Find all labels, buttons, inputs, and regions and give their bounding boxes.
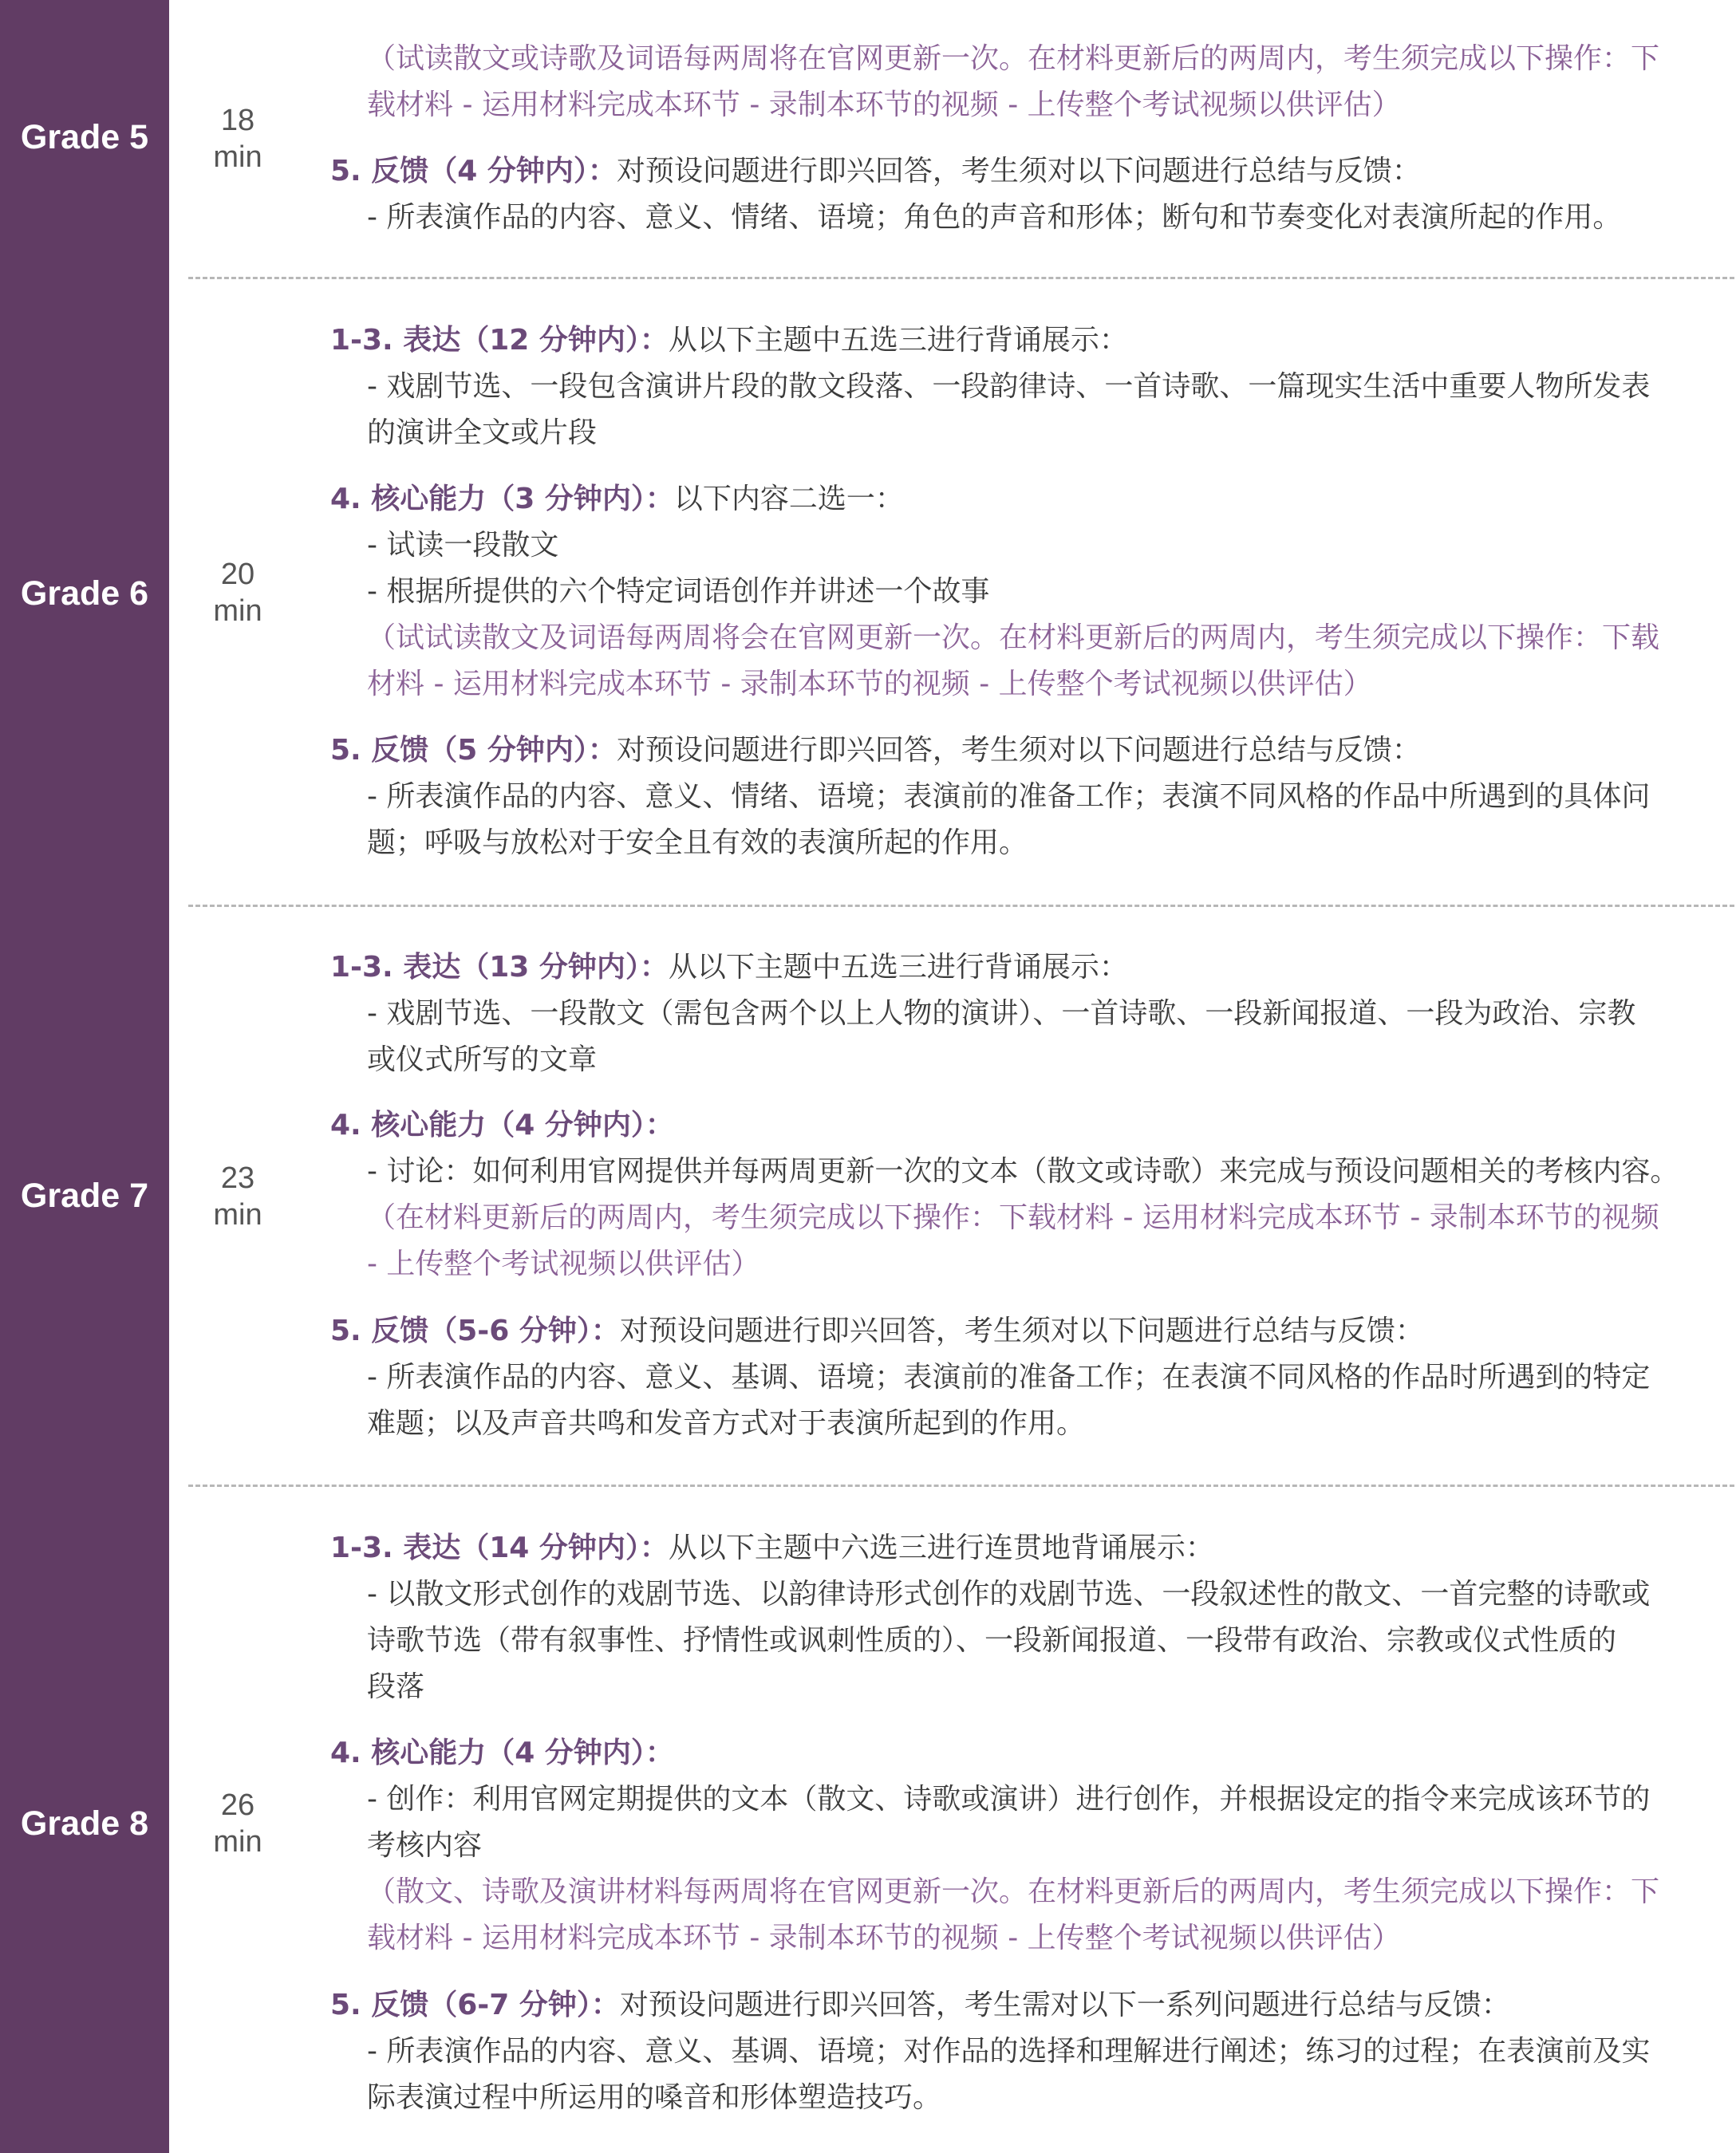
duration-value: 20 xyxy=(220,558,255,591)
assessment-item xyxy=(330,1730,1718,1954)
assessment-item xyxy=(330,1308,1718,1440)
item-title: 1-3. 表达（14 分钟内）： xyxy=(330,1532,669,1564)
item-heading xyxy=(330,1308,1718,1354)
duration-unit: min xyxy=(213,1825,262,1859)
item-heading xyxy=(330,1102,1718,1149)
item-title: 5. 反馈（5-6 分钟）： xyxy=(330,1315,620,1347)
item-line: （散文、诗歌及演讲材料每两周将在官网更新一次。在材料更新后的两周内，考生须完成以下操作：下 xyxy=(367,1875,1660,1908)
item-description: 从以下主题中五选三进行背诵展示： xyxy=(668,951,1128,984)
item-heading xyxy=(330,728,1718,774)
duration xyxy=(190,102,286,175)
assessment-item xyxy=(330,1102,1718,1280)
item-description: 对预设问题进行即兴回答，考生须对以下问题进行总结与反馈： xyxy=(616,734,1421,767)
item-title: 1-3. 表达（12 分钟内）： xyxy=(330,324,669,357)
item-line: - 所表演作品的内容、意义、基调、语境；对作品的选择和理解进行阐述；练习的过程；在表演前及实 xyxy=(367,2035,1651,2068)
assessment-item xyxy=(330,1982,1718,2114)
item-description: 对预设问题进行即兴回答，考生须对以下问题进行总结与反馈： xyxy=(616,155,1421,187)
item-line: - 戏剧节选、一段散文（需包含两个以上人物的演讲）、一首诗歌、一段新闻报道、一段为政治、宗教 xyxy=(367,997,1636,1030)
duration xyxy=(190,556,286,629)
assessment-item xyxy=(330,944,1718,1076)
duration-unit: min xyxy=(213,140,262,174)
assessment-item xyxy=(330,728,1718,859)
item-line: - 创作：利用官网定期提供的文本（散文、诗歌或演讲）进行创作，并根据设定的指令来完成该环节的 xyxy=(367,1783,1651,1816)
item-line: （试读散文或诗歌及词语每两周将在官网更新一次。在材料更新后的两周内，考生须完成以下操作：下 xyxy=(367,42,1660,75)
duration-unit: min xyxy=(213,1198,262,1232)
item-heading xyxy=(330,317,1718,364)
grade-label: Grade 6 xyxy=(20,574,149,613)
item-heading xyxy=(330,944,1718,991)
item-line: （在材料更新后的两周内，考生须完成以下操作：下载材料 - 运用材料完成本环节 - 录制本环节的视频 xyxy=(367,1201,1659,1234)
item-line: - 以散文形式创作的戏剧节选、以韵律诗形式创作的戏剧节选、一段叙述性的散文、一首完整的诗歌或 xyxy=(367,1578,1651,1611)
item-line: （试试读散文及词语每两周将会在官网更新一次。在材料更新后的两周内，考生须完成以下操作：下载 xyxy=(367,621,1660,654)
item-title: 4. 核心能力（4 分钟内）： xyxy=(330,1737,674,1769)
duration-value: 26 xyxy=(220,1788,255,1822)
duration-value: 18 xyxy=(220,104,255,137)
item-line: 诗歌节选（带有叙事性、抒情性或讽刺性质的）、一段新闻报道、一段带有政治、宗教或仪式性质的 xyxy=(367,1624,1617,1657)
item-title: 4. 核心能力（3 分钟内）： xyxy=(330,483,674,515)
item-line: - 讨论：如何利用官网提供并每两周更新一次的文本（散文或诗歌）来完成与预设问题相关的考核内容。 xyxy=(367,1155,1679,1188)
duration-value: 23 xyxy=(220,1161,255,1195)
item-title: 1-3. 表达（13 分钟内）： xyxy=(330,951,669,984)
item-description: 从以下主题中六选三进行连贯地背诵展示： xyxy=(668,1532,1214,1564)
item-line: 段落 xyxy=(367,1670,425,1703)
item-title: 4. 核心能力（4 分钟内）： xyxy=(330,1109,674,1142)
item-line: - 所表演作品的内容、意义、情绪、语境；角色的声音和形体；断句和节奏变化对表演所起的作用。 xyxy=(367,201,1622,234)
item-line: 的演讲全文或片段 xyxy=(367,416,598,449)
assessment-item xyxy=(330,148,1718,234)
item-line: - 根据所提供的六个特定词语创作并讲述一个故事 xyxy=(367,575,990,608)
duration xyxy=(190,1787,286,1860)
item-line: 难题；以及声音共鸣和发音方式对于表演所起到的作用。 xyxy=(367,1407,1086,1440)
item-line: 材料 - 运用材料完成本环节 - 录制本环节的视频 - 上传整个考试视频以供评估） xyxy=(367,668,1372,700)
item-description: 从以下主题中五选三进行背诵展示： xyxy=(668,324,1128,357)
item-description: 对预设问题进行即兴回答，考生须对以下问题进行总结与反馈： xyxy=(619,1315,1424,1347)
grade-label: Grade 7 xyxy=(20,1177,149,1215)
item-heading xyxy=(330,1525,1718,1571)
item-line: - 上传整个考试视频以供评估） xyxy=(367,1248,760,1280)
item-description: 对预设问题进行即兴回答，考生需对以下一系列问题进行总结与反馈： xyxy=(619,1989,1510,2021)
duration xyxy=(190,1160,286,1233)
item-line: - 所表演作品的内容、意义、情绪、语境；表演前的准备工作；表演不同风格的作品中所遇到的具体问 xyxy=(367,780,1651,813)
item-line: 载材料 - 运用材料完成本环节 - 录制本环节的视频 - 上传整个考试视频以供评估） xyxy=(367,89,1401,121)
grade-label: Grade 5 xyxy=(20,118,149,156)
item-heading xyxy=(330,1982,1718,2029)
item-line: - 戏剧节选、一段包含演讲片段的散文段落、一段韵律诗、一首诗歌、一篇现实生活中重要人物所发表 xyxy=(367,370,1651,403)
assessment-item xyxy=(330,1525,1718,1703)
grade-label: Grade 8 xyxy=(20,1804,149,1843)
item-title: 5. 反馈（6-7 分钟）： xyxy=(330,1989,620,2021)
item-description: 以下内容二选一： xyxy=(673,483,904,515)
section-divider xyxy=(188,1485,1734,1487)
item-line: 际表演过程中所运用的嗓音和形体塑造技巧。 xyxy=(367,2081,942,2114)
item-line: - 所表演作品的内容、意义、基调、语境；表演前的准备工作；在表演不同风格的作品时所遇到的特定 xyxy=(367,1361,1651,1394)
item-line: 载材料 - 运用材料完成本环节 - 录制本环节的视频 - 上传整个考试视频以供评估） xyxy=(367,1922,1401,1954)
item-title: 5. 反馈（5 分钟内）： xyxy=(330,734,617,767)
item-line: 考核内容 xyxy=(367,1829,483,1862)
item-heading xyxy=(330,1730,1718,1776)
item-heading xyxy=(330,148,1718,195)
item-line: - 试读一段散文 xyxy=(367,529,559,562)
item-title: 5. 反馈（4 分钟内）： xyxy=(330,155,617,187)
duration-unit: min xyxy=(213,594,262,628)
item-line: 题；呼吸与放松对于安全且有效的表演所起的作用。 xyxy=(367,826,1028,859)
section-divider xyxy=(188,277,1734,279)
item-heading xyxy=(330,476,1718,522)
assessment-item xyxy=(330,317,1718,449)
section-divider xyxy=(188,905,1734,907)
assessment-item xyxy=(330,476,1718,700)
item-line: 或仪式所写的文章 xyxy=(367,1043,598,1076)
